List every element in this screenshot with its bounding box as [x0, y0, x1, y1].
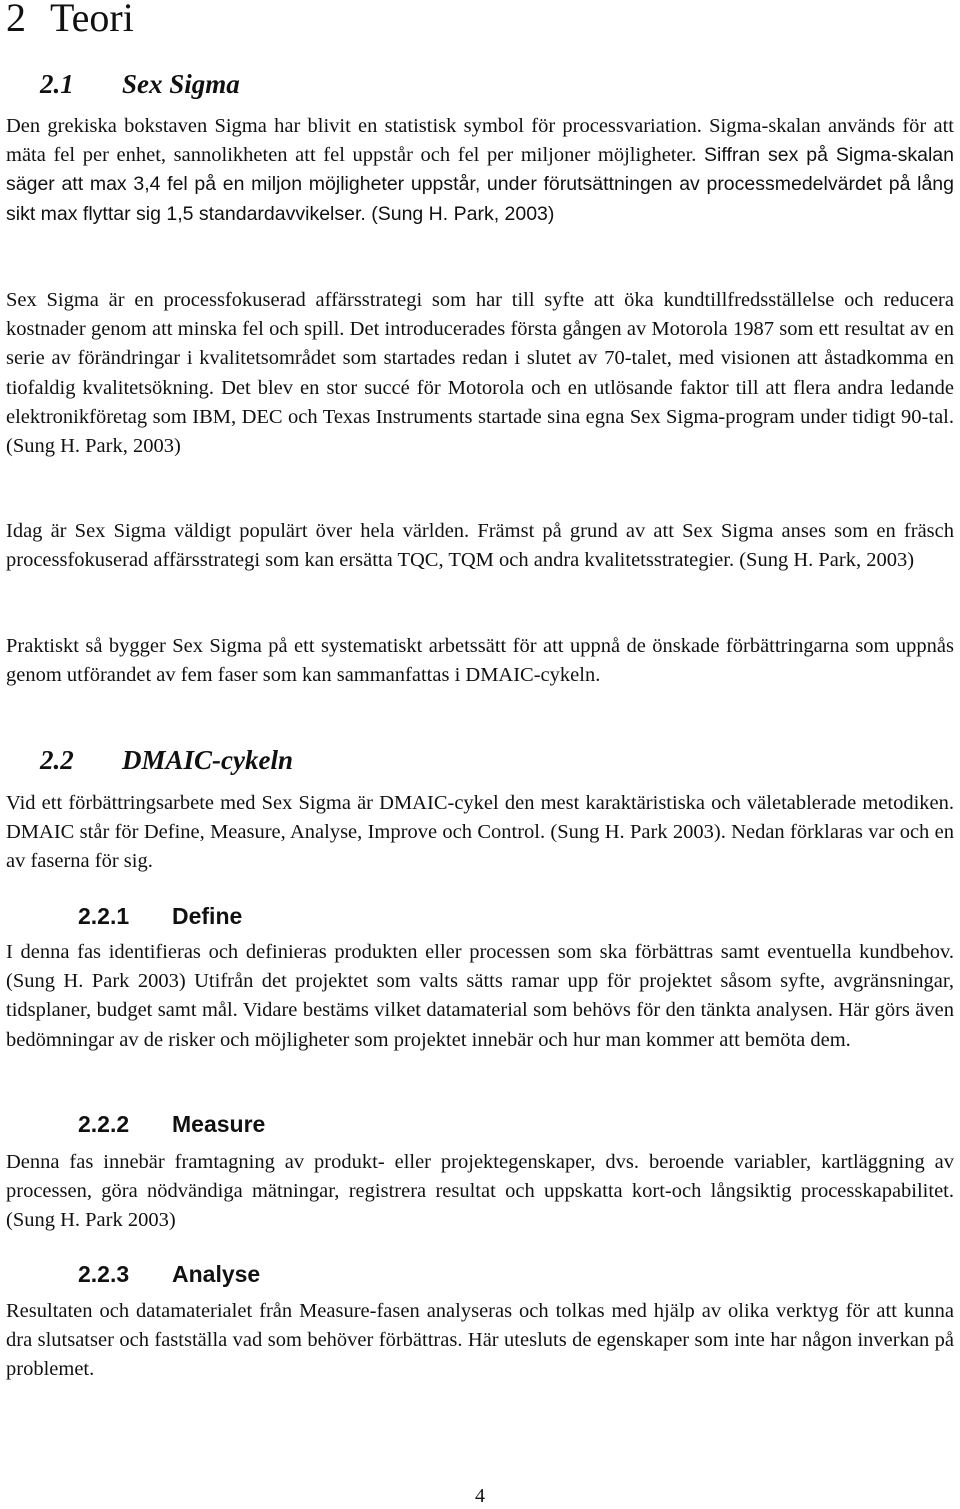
paragraph-sigma-definition [6, 112, 954, 229]
section-heading-dmaic [40, 744, 293, 776]
section-heading-sex-sigma [40, 68, 240, 100]
section-number: 2.1 [40, 69, 74, 99]
subsection-heading-define [78, 902, 242, 930]
paragraph-sex-sigma-history: Sex Sigma är en processfokuserad affärsstrategi som har till syfte att öka kundtillfredsställelse och reducera kostnader genom att minska fel och spill. Det introducerades första gången av Motorola 1987 som ett resultat av en serie av förändringar i kvalitetsområdet som startades redan i slutet av 70-talet, med visionen att åstadkomma en tiofaldig kvalitetsökning. Det blev en stor succé för Motorola och en utlösande faktor till att flera andra ledande elektronikföretag som IBM, DEC och Texas Instruments startade sina egna Sex Sigma-program under tidigt 90-tal. (Sung H. Park, 2003) [6, 289, 954, 458]
section-title: Sex Sigma [122, 69, 240, 99]
chapter-title: Teori [50, 0, 134, 40]
subsection-heading-analyse [78, 1260, 260, 1288]
paragraph-dmaic-intro: Praktiskt så bygger Sex Sigma på ett systematiskt arbetssätt för att uppnå de önskade förbättringarna som uppnås genom utförandet av fem faser som kan sammanfattas i DMAIC-cykeln. [6, 635, 954, 687]
subsection-number: 2.2.3 [78, 1261, 130, 1287]
section-number: 2.2 [40, 745, 74, 775]
paragraph-analyse: Resultaten och datamaterialet från Measure-fasen analyseras och tolkas med hjälp av olika verktyg för att kunna dra slutsatser och fastställa vad som behöver förbättras. Här utesluts de egenskaper som inte har någon inverkan på problemet. [6, 1300, 954, 1381]
subsection-title: Measure [172, 1111, 266, 1137]
paragraph-text: Siffran sex på Sigma-skalan säger att max 3,4 fel på en miljon möjligheter uppstår, under förutsättningen av processmedelvärdet på lång sikt max flyttar sig 1,5 standardavvikelser. (Sung H. Park, 2003) [6, 144, 954, 225]
page-number: 4 [475, 1485, 485, 1507]
subsection-number: 2.2.2 [78, 1111, 130, 1137]
paragraph-measure: Denna fas innebär framtagning av produkt- eller projektegenskaper, dvs. beroende variabler, kartläggning av processen, göra nödvändiga mätningar, registrera resultat och uppskatta kort-och långsiktig processkapabilitet. (Sung H. Park 2003) [6, 1151, 954, 1232]
subsection-title: Define [172, 903, 243, 929]
chapter-heading [6, 0, 134, 40]
paragraph-sex-sigma-popularity: Idag är Sex Sigma väldigt populärt över hela världen. Främst på grund av att Sex Sigma anses som en fräsch processfokuserad affärsstrategi som kan ersätta TQC, TQM och andra kvalitetsstrategier. (Sung H. Park, 2003) [6, 520, 954, 572]
paragraph-text: Den grekiska bokstaven Sigma har blivit en statistisk symbol för processvariation. Sigma-skalan används för att mäta fel per enhet, sannolikheten att fel uppstår och fel per miljoner möjligheter. [6, 115, 954, 167]
paragraph-define: I denna fas identifieras och definieras produkten eller processen som ska förbättras samt eventuella kundbehov. (Sung H. Park 2003) Utifrån det projektet som valts sätts ramar upp för projektet såsom syfte, avgränsningar, tidsplaner, budget samt mål. Vidare bestäms vilket datamaterial som behövs för den tänkta analysen. Här görs även bedömningar av de risker och möjligheter som projektet innebär och hur man kommer att bemöta dem. [6, 941, 954, 1051]
subsection-title: Analyse [172, 1261, 261, 1287]
chapter-number: 2 [6, 0, 26, 40]
subsection-number: 2.2.1 [78, 903, 130, 929]
paragraph-dmaic-description: Vid ett förbättringsarbete med Sex Sigma är DMAIC-cykel den mest karaktäristiska och väletablerade metodiken. DMAIC står för Define, Measure, Analyse, Improve och Control. (Sung H. Park 2003). Nedan förklaras var och en av faserna för sig. [6, 792, 954, 873]
subsection-heading-measure [78, 1110, 265, 1138]
section-title: DMAIC-cykeln [122, 745, 293, 775]
